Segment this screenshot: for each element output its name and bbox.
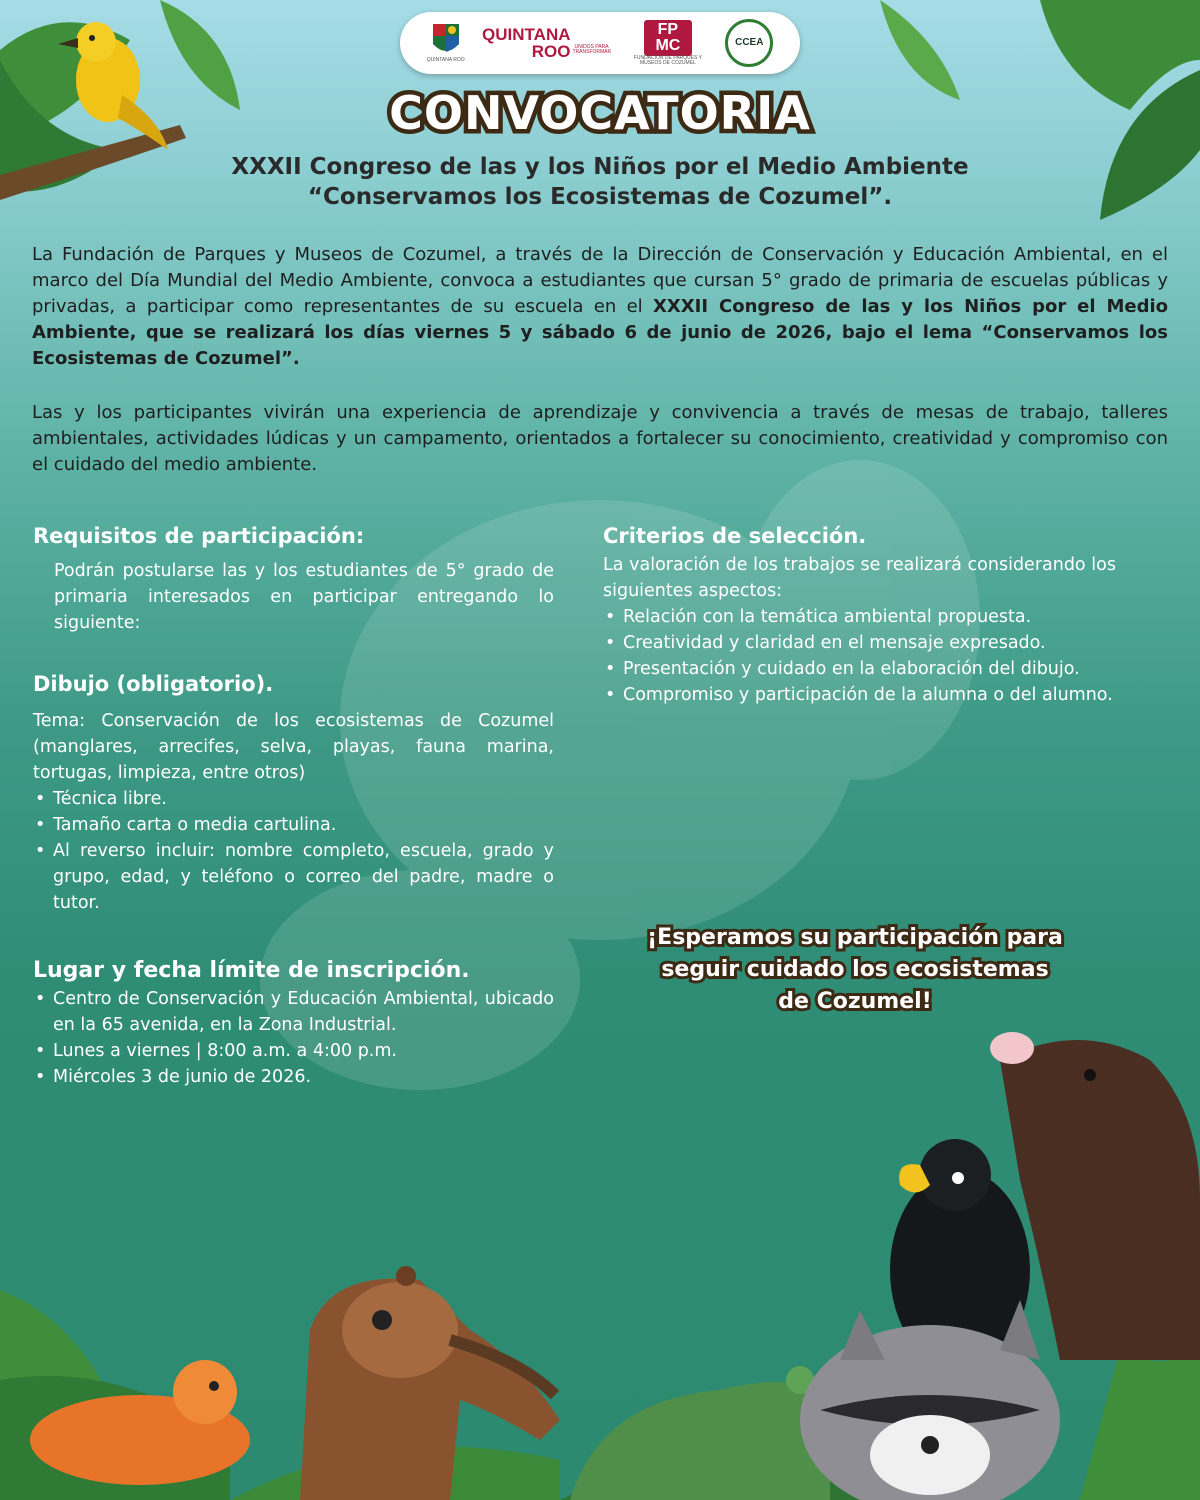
list-item: • Creatividad y claridad en el mensaje expresado. [603,630,1116,656]
intro-p1-normal: La Fundación de Parques y Museos de Cozumel, a través de la Dirección de Conservación y Educación Ambiental, en el marco del Día Mundial del Medio Ambiente, convoca a estudiantes que cursan 5° grado de primaria de escuelas públicas y privadas, a participar como representantes de su escuela en el [32,244,1168,317]
criterios-text: La valoración de los trabajos se realizará considerando los siguientes aspectos: [603,555,1116,601]
intro-paragraph-2: Las y los participantes vivirán una experiencia de aprendizaje y convivencia a través de mesas de trabajo, talleres ambientales, actividades lúdicas y un campamento, orientados a fortalecer su conocimiento, creatividad y compromiso con el cuidado del medio ambiente. [32,402,1168,475]
dibujo-heading: Dibujo (obligatorio). [33,672,274,696]
list-item: • Tamaño carta o media cartulina. [33,812,554,838]
list-item: • Miércoles 3 de junio de 2026. [33,1064,554,1090]
seal-caption: QUINTANA ROO [426,57,465,64]
raccoon-icon [800,1300,1060,1500]
crocodile-icon [570,1366,830,1500]
brand-tagline: UNIDOS PARA TRANSFORMAR [572,43,612,55]
list-item: • Presentación y cuidado en la elaboración del dibujo. [603,656,1116,682]
header-logo-bar [400,12,800,74]
quintana-roo-brand-logo [482,26,610,60]
ccea-logo [725,19,773,67]
dibujo-section [33,708,554,916]
subtitle [0,152,1200,212]
page-title: CONVOCATORIA [389,86,811,140]
fpmc-word: FP MC [644,20,692,56]
lugar-section [33,986,554,1090]
fpmc-caption: FUNDACIÓN DE PARQUES Y MUSEOS DE COZUMEL [633,54,702,66]
curassow-icon [890,1139,1030,1370]
subtitle-line-2: “Conservamos los Ecosistemas de Cozumel”. [307,184,893,210]
dibujo-list [33,786,554,916]
peccary-icon [990,1032,1200,1360]
criterios-section [603,552,1116,708]
intro-paragraph-1 [32,242,1168,372]
brand-word-bottom: ROO [531,42,571,61]
intro-p1-bold: XXXII Congreso de las y los Niños por el Medio Ambiente, que se realizará los días viernes 5 y sábado 6 de junio de 2026, bajo el lema “Conservamos los Ecosistemas de Cozumel”. [32,296,1168,369]
bottom-foliage-icon [0,1290,1200,1500]
coat-of-arms-icon [431,22,461,58]
list-item: • Centro de Conservación y Educación Ambiental, ubicado en la 65 avenida, en la Zona Industrial. [33,986,554,1038]
list-item: • Relación con la temática ambiental propuesta. [603,604,1116,630]
list-item: • Al reverso incluir: nombre completo, escuela, grado y grupo, edad, y teléfono o correo del padre, madre o tutor. [33,838,554,916]
brand-word-top: QUINTANA [482,25,571,44]
closing-line-1: ¡Esperamos su participación para [647,925,1063,950]
requisitos-text: Podrán postularse las y los estudiantes de 5° grado de primaria interesados en participar entregando lo siguiente: [54,561,554,633]
lugar-list [33,986,554,1090]
ccea-word: CCEA [735,37,764,48]
list-item: • Compromiso y participación de la alumna o del alumno. [603,682,1116,708]
closing-message [590,922,1120,1018]
list-item: • Lunes a viernes | 8:00 a.m. a 4:00 p.m. [33,1038,554,1064]
dibujo-tema: Tema: Conservación de los ecosistemas de Cozumel (manglares, arrecifes, selva, playas, fauna marina, tortugas, limpieza, entre otros) [33,711,554,783]
iguana-icon [30,1360,250,1485]
criterios-heading: Criterios de selección. [603,524,867,548]
closing-line-3: de Cozumel! [778,989,932,1014]
lugar-heading: Lugar y fecha límite de inscripción. [33,958,470,983]
fpmc-logo [628,20,708,67]
criterios-list [603,604,1116,708]
coati-icon [300,1266,560,1500]
requisitos-heading: Requisitos de participación: [33,524,365,548]
subtitle-line-1: XXXII Congreso de las y los Niños por el Medio Ambiente [231,154,969,180]
closing-line-2: seguir cuidado los ecosistemas [661,957,1049,982]
list-item: • Técnica libre. [33,786,554,812]
quintana-roo-seal-logo [427,22,465,64]
